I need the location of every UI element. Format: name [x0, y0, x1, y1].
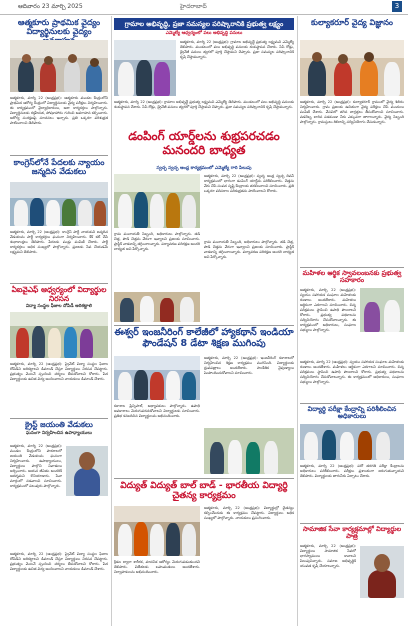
center-column — [114, 16, 294, 628]
subheadline: ఎమ్మెల్యే ఆధ్వర్యంలో పలు అభివృద్ధి పనులు — [165, 31, 243, 36]
headline: కాంగ్రెస్‌లోనే పేదలకు న్యాయం జన్మదిన వేడుకలు — [13, 158, 105, 177]
masthead-label: హైదరాబాద్ — [180, 3, 207, 10]
headline: ఈశ్వర్ ఇంజనీరింగ్ కాలేజీలో హ్యాకథాన్ ఇండియా ఫౌండేషన్ 8 డేటా శిక్షణ ముగింపు — [114, 327, 294, 349]
article — [300, 270, 404, 285]
article — [114, 481, 294, 502]
article — [300, 526, 404, 541]
news-photo — [204, 428, 294, 474]
article-body: ఆత్మకూరు, మార్చి 22 (ఆంధ్రప్రభ): కాంగ్రెస్ పార్టీ నాయకుని జన్మదిన వేడుకలను పార్టీ కార్యకర్తలు ఘనంగా నిర్వహించారు. కేక్ కట్ చేసి శుభాకాంక్షలు తెలిపారు. పేదలకు పండ్లు పంపిణీ చేశారు. పార్టీ కార్యకర్తలు అధిక సంఖ్యలో పాల్గొన్నారు. ప్రజలకు సేవ చేయడమే లక్ష్యమని తెలిపారు. — [10, 230, 108, 254]
article-body: కళాశాల ప్రిన్సిపాల్, అధ్యాపకులు పాల్గొన్నారు. ఉపాధి అవకాశాలు మెరుగుపరచుకోవాలని విద్యార్థులకు సూచించారు. ప్రతిభ కనబరిచిన విద్యార్థులను అభినందించారు. — [114, 404, 200, 418]
article — [10, 421, 108, 437]
article-body: ఆత్మకూరు, మార్చి 22 (ఆంధ్రప్రభ): స్వయం సహాయక సంఘాల మహిళలకు రుణాలు అందజేశారు. మహిళలు ఆర్థికంగా ఎదగాలని సూచించారు. చిన్న పరిశ్రమలు స్థాపించి ఉపాధి పొందాలని కోరారు. ప్రభుత్వ పథకాలను సద్వినియోగం చేసుకోవాలన్నారు. ఈ కార్యక్రమంలో అధికారులు, సంఘాల సభ్యులు పాల్గొన్నారు. — [300, 288, 356, 332]
subheadline: స్వచ్ఛ స్వచ్ఛ ఆంధ్ర కార్యక్రమంలో ఎమ్మెల్యే గారి పిలుపు — [156, 166, 252, 171]
left-column — [10, 16, 108, 628]
article — [114, 328, 294, 350]
article-body: క్రీడల ద్వారా శారీరక, మానసిక ఆరోగ్యం మెరుగుపడుతుందని తెలిపారు. విజేతలకు బహుమతులు అందజేశారు. నిర్వాహకులను అభినందించారు. — [114, 560, 200, 574]
page-header — [0, 0, 408, 15]
headline: విద్యుత్ విద్యుత్ బాల్ బాడ్ - భారతీయ విద్యార్థి చైతన్య కార్యక్రమం — [120, 481, 288, 502]
headline-banner: గ్రామాల అభివృద్ధి, ప్రజా సమస్యల పరిష్కారానికి ప్రభుత్వ లక్ష్యం — [114, 18, 294, 30]
right-column — [300, 16, 404, 628]
article-body: ఆత్మకూరు, మార్చి 22 (ఆంధ్రప్రభ): విద్యార్థులు సామాజిక సేవలో భాగస్వాములు కావాలని పిలుపునిచ్చారు. సమాజ అభివృద్ధికి యువత కృషి చేయాలన్నారు. — [300, 544, 356, 568]
news-photo — [114, 40, 176, 96]
article-body: ఆత్మకూరు, మార్చి 22 (ఆంధ్రప్రభ): పదో తరగతి పరీక్షా కేంద్రాలను అధికారులు పరిశీలించారు. పరీక్షలు ప్రశాంతంగా జరుగుతున్నాయని తెలిపారు. విద్యార్థులకు తాగునీరు ఏర్పాటు చేశారు. — [300, 464, 404, 478]
article-body: ఆత్మకూరు, మార్చి 22 (ఆంధ్రప్రభ): స్వయం సహాయక సంఘాల మహిళలకు రుణాలు అందజేశారు. మహిళలు ఆర్థికంగా ఎదగాలని సూచించారు. చిన్న పరిశ్రమలు స్థాపించి ఉపాధి పొందాలని కోరారు. ప్రభుత్వ పథకాలను సద్వినియోగం చేసుకోవాలన్నారు. ఈ కార్యక్రమంలో అధికారులు, సంఘాల సభ్యులు పాల్గొన్నారు. — [300, 360, 404, 384]
column-divider — [111, 16, 112, 626]
article — [300, 18, 404, 27]
news-photo — [360, 288, 404, 332]
news-photo — [300, 424, 404, 460]
news-photo — [114, 174, 200, 228]
article-body: ఆత్మకూరు, మార్చి 22 (ఆంధ్రప్రభ): విద్యార్థుల్లో చైతన్యం కల్పించేందుకు ఈ కార్యక్రమం చేపట్టారు. విద్యార్థులు అధిక సంఖ్యలో పాల్గొన్నారు. నాయకులు ప్రసంగించారు. — [204, 506, 294, 520]
news-photo — [10, 40, 108, 92]
article-body: గ్రామ పంచాయతీ సిబ్బంది, అధికారులు పాల్గొన్నారు. తడి చెత్త, పొడి చెత్తను వేరుగా ఇవ్వాలని ప్రజలకు సూచించారు. ప్లాస్టిక్ వాడకాన్ని తగ్గించాలన్నారు. పర్యావరణ పరిరక్షణ అందరి బాధ్యత అని పేర్కొన్నారు. — [204, 240, 294, 259]
headline: సామాజిక సేవా కార్యక్రమాల్లో విద్యార్థుల పాత్ర — [302, 525, 402, 541]
news-photo — [10, 182, 108, 226]
page-number: 3 — [392, 1, 402, 12]
article-body: ఆత్మకూరు, మార్చి 22 (ఆంధ్రప్రభ): గ్రామాల అభివృద్ధే ప్రభుత్వ లక్ష్యమని ఎమ్మెల్యే తెలిపారు. మండలంలో పలు అభివృద్ధి పనులకు శంకుస్థాపన చేశారు. సీసీ రోడ్లు, డ్రైనేజీ పనులు త్వరలో పూర్తి చేస్తామని చెప్పారు. ప్రజా సమస్యల పరిష్కారానికి కృషి చేస్తామన్నారు. — [114, 100, 294, 109]
headline: క్రైస్ట్ జయంతి వేడుకలు — [25, 420, 93, 429]
headline: మహిళల ఆర్థిక స్వావలంబనకు ప్రభుత్వ సహకారం — [302, 269, 402, 285]
article-body: ఆత్మకూరు, మార్చి 22 (ఆంధ్రప్రభ): ప్రైవేట్ విద్యా సంస్థల ఫీజుల దోపిడీని అరికట్టాలని డిమాండ్ చేస్తూ విద్యార్థులు నిరసన చేపట్టారు. ప్రభుత్వం వెంటనే స్పందించి చర్యలు తీసుకోవాలని కోరారు. పేద విద్యార్థులకు ఉచిత విద్య అందించాలని నాయకులు డిమాండ్ చేశారు. — [10, 362, 108, 381]
news-photo — [300, 40, 404, 96]
subheadline: ఘనంగా నిర్వహించిన ఉపాధ్యాయులు — [26, 430, 92, 436]
article-body: ఆత్మకూరు, మార్చి 22 (ఆంధ్రప్రభ): ఆత్మకూరు మండల కేంద్రంలోని ప్రాథమిక ఆరోగ్య కేంద్రంలో విద్యార్థినులకు వైద్య పరీక్షలు నిర్వహించారు. ఈ కార్యక్రమంలో వైద్యాధికారులు, ఆశా కార్యకర్తలు పాల్గొన్నారు. విద్యార్థినులకు రక్తహీనత, పోషకాహారం గురించి అవగాహన కల్పించారు. ఆరోగ్య సంరక్షణపై సూచనలు ఇచ్చారు. ప్రతి ఒక్కరూ పరిశుభ్రత పాటించాలని తెలిపారు. — [10, 96, 108, 125]
article-body: ఆత్మకూరు, మార్చి 22 (ఆంధ్రప్రభ): మండల కేంద్రంలోని పాఠశాలలో జయంతి వేడుకలను ఘనంగా నిర్వహించారు. ఉపాధ్యాయులు, విద్యార్థులు పాల్గొని నివాళులు అర్పించారు. ఆయన జీవితం అందరికీ ఆదర్శమని కొనియాడారు. సేవా మార్గంలో నడవాలని సూచించారు. కార్యక్రమంలో పలువురు పాల్గొన్నారు. — [10, 444, 62, 488]
news-photo — [10, 312, 108, 358]
portrait-photo — [66, 446, 108, 496]
portrait-photo — [360, 546, 404, 598]
article-body: ఆత్మకూరు, మార్చి 22 (ఆంధ్రప్రభ): ఇంజనీరింగ్ కళాశాలలో నిర్వహించిన శిక్షణ కార్యక్రమం ముగిసింది. విద్యార్థులకు ధ్రువపత్రాలు అందజేశారు. సాంకేతిక నైపుణ్యాలు పెంపొందించుకోవాలని సూచించారు. — [204, 356, 294, 375]
article-body: ఆత్మకూరు, మార్చి 22 (ఆంధ్రప్రభ): స్వచ్ఛ ఆంధ్ర స్వచ్ఛ దివస్ కార్యక్రమంలో భాగంగా డంపింగ్ యార్డ్‌ను పరిశీలించారు. చెత్తను వేరు చేసి సంపద సృష్టి కేంద్రాలకు తరలించాలని సూచించారు. ప్రతి ఒక్కరూ పరిసరాల పరిశుభ్రతను పాటించాలని కోరారు. — [204, 174, 294, 193]
subheadline: విద్యా సంస్థల ఫీజుల దోపిడీ అరికట్టాలి — [25, 304, 93, 310]
headline: విద్యార్థి పరీక్షా కేంద్రాన్ని పరిశీలించిన అధికారులు — [307, 405, 397, 421]
news-photo — [114, 506, 200, 556]
headline: కుల్యాకరూర్ వైద్య విజ్ఞానం — [311, 18, 393, 27]
headline: ఏఐవైఎఫ్ ఆధ్వర్యంలో విద్యార్థుల నిరసన — [11, 285, 107, 303]
article — [300, 406, 404, 421]
column-divider — [297, 16, 298, 626]
news-photo — [114, 292, 200, 322]
article — [10, 286, 108, 310]
issue-date: ఆదివారం 23 మార్చి 2025 — [18, 3, 83, 10]
article — [114, 130, 294, 166]
news-photo — [114, 356, 200, 400]
headline: ఆత్మకూరు ప్రాథమిక వైద్యం విద్యార్థినులకు వైద్యం — [17, 18, 101, 37]
headline: డంపింగ్ యార్డ్‌లను శుభ్రపరచడం మనందరి బాధ్యత — [128, 129, 280, 157]
article-body: ఆత్మకూరు, మార్చి 22 (ఆంధ్రప్రభ): ప్రైవేట్ విద్యా సంస్థల ఫీజుల దోపిడీని అరికట్టాలని డిమాండ్ చేస్తూ విద్యార్థులు నిరసన చేపట్టారు. ప్రభుత్వం వెంటనే స్పందించి చర్యలు తీసుకోవాలని కోరారు. పేద విద్యార్థులకు ఉచిత విద్య అందించాలని నాయకులు డిమాండ్ చేశారు. — [10, 552, 108, 571]
article-body: ఆత్మకూరు, మార్చి 22 (ఆంధ్రప్రభ): గ్రామాల అభివృద్ధే ప్రభుత్వ లక్ష్యమని ఎమ్మెల్యే తెలిపారు. మండలంలో పలు అభివృద్ధి పనులకు శంకుస్థాపన చేశారు. సీసీ రోడ్లు, డ్రైనేజీ పనులు త్వరలో పూర్తి చేస్తామని చెప్పారు. ప్రజా సమస్యల పరిష్కారానికి కృషి చేస్తామన్నారు. — [180, 40, 294, 59]
article — [10, 158, 108, 176]
article-body: ఆత్మకూరు, మార్చి 22 (ఆంధ్రప్రభ): కుల్యాకరూర్ గ్రామంలో వైద్య శిబిరం నిర్వహించారు. గ్రామ ప్రజలకు ఉచితంగా వైద్య పరీక్షలు చేసి మందులు పంపిణీ చేశారు. వేసవిలో తగిన జాగ్రత్తలు తీసుకోవాలని సూచించారు. వడదెబ్బ బారిన పడకుండా నీరు ఎక్కువగా తాగాలన్నారు. వైద్య సిబ్బంది పాల్గొన్నారు. గ్రామస్తులు శిబిరాన్ని సద్వినియోగం చేసుకున్నారు. — [300, 100, 404, 124]
article-body: గ్రామ పంచాయతీ సిబ్బంది, అధికారులు పాల్గొన్నారు. తడి చెత్త, పొడి చెత్తను వేరుగా ఇవ్వాలని ప్రజలకు సూచించారు. ప్లాస్టిక్ వాడకాన్ని తగ్గించాలన్నారు. పర్యావరణ పరిరక్షణ అందరి బాధ్యత అని పేర్కొన్నారు. — [114, 232, 200, 251]
